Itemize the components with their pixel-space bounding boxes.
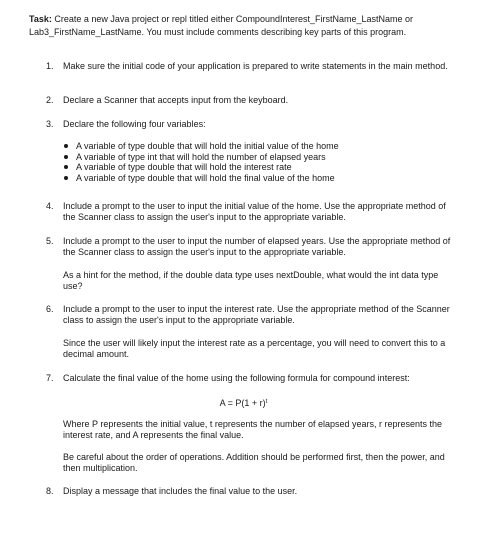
- formula-base: A = P(1 + r): [219, 398, 266, 408]
- step-text: Include a prompt to the user to input the initial value of the home. Use the appropriate method of the Scanner class to assign the user's input to the appropriate variable.: [63, 201, 446, 222]
- percentage-note: Since the user will likely input the interest rate as a percentage, you will need to convert this to a decimal amount.: [63, 338, 446, 359]
- step-4: [46, 201, 456, 223]
- variable-list: [63, 141, 443, 183]
- step-text: Include a prompt to the user to input the interest rate. Use the appropriate method of the Scanner class to assign the user's input to the appropriate variable.: [63, 304, 450, 325]
- bullet-icon: [64, 144, 68, 148]
- task-label: Task:: [29, 14, 52, 24]
- step-number: 5.: [46, 236, 54, 246]
- bullet-icon: [64, 165, 68, 169]
- step-text: Make sure the initial code of your application is prepared to write statements in the main method.: [63, 61, 448, 71]
- step-text: Declare a Scanner that accepts input from the keyboard.: [63, 95, 289, 105]
- step-text: Declare the following four variables:: [63, 119, 206, 129]
- formula-exponent: t: [265, 399, 268, 405]
- step-number: 3.: [46, 119, 54, 129]
- step-number: 1.: [46, 61, 54, 71]
- step-number: 6.: [46, 304, 54, 314]
- step-7: [46, 373, 456, 384]
- hint-note: As a hint for the method, if the double data type uses nextDouble, what would the int data type use?: [63, 270, 439, 291]
- step-number: 2.: [46, 95, 54, 105]
- order-note: Be careful about the order of operations. Addition should be performed first, then the power, and then multiplication.: [63, 452, 445, 473]
- step-number: 8.: [46, 486, 54, 496]
- step-6: [46, 304, 456, 326]
- bullet-icon: [64, 176, 68, 180]
- step-3: [46, 119, 456, 130]
- step-8: [46, 486, 456, 497]
- list-item: A variable of type int that will hold the number of elapsed years: [63, 152, 443, 163]
- step-number: 4.: [46, 201, 54, 211]
- step-text: Include a prompt to the user to input the number of elapsed years. Use the appropriate method of the Scanner class to assign the user's input to the appropriate variable.: [63, 236, 451, 257]
- where-note: Where P represents the initial value, t represents the number of elapsed years, r represents the interest rate, and A represents the final value.: [63, 419, 443, 440]
- task-text: Create a new Java project or repl titled either CompoundInterest_FirstName_LastName or Lab3_FirstName_LastName. You must include comments describing key parts of this program.: [29, 14, 414, 37]
- step-1: [46, 61, 456, 72]
- task-paragraph: [29, 13, 459, 39]
- step-text: Display a message that includes the final value to the user.: [63, 486, 298, 496]
- step-text: Calculate the final value of the home using the following formula for compound interest:: [63, 373, 410, 383]
- bullet-icon: [64, 155, 68, 159]
- step-2: [46, 95, 456, 106]
- step-number: 7.: [46, 373, 54, 383]
- list-item: A variable of type double that will hold the interest rate: [63, 162, 443, 173]
- list-item: A variable of type double that will hold the initial value of the home: [63, 141, 443, 152]
- list-item: A variable of type double that will hold the final value of the home: [63, 173, 443, 184]
- step-5: [46, 236, 456, 258]
- compound-interest-formula: [0, 397, 487, 409]
